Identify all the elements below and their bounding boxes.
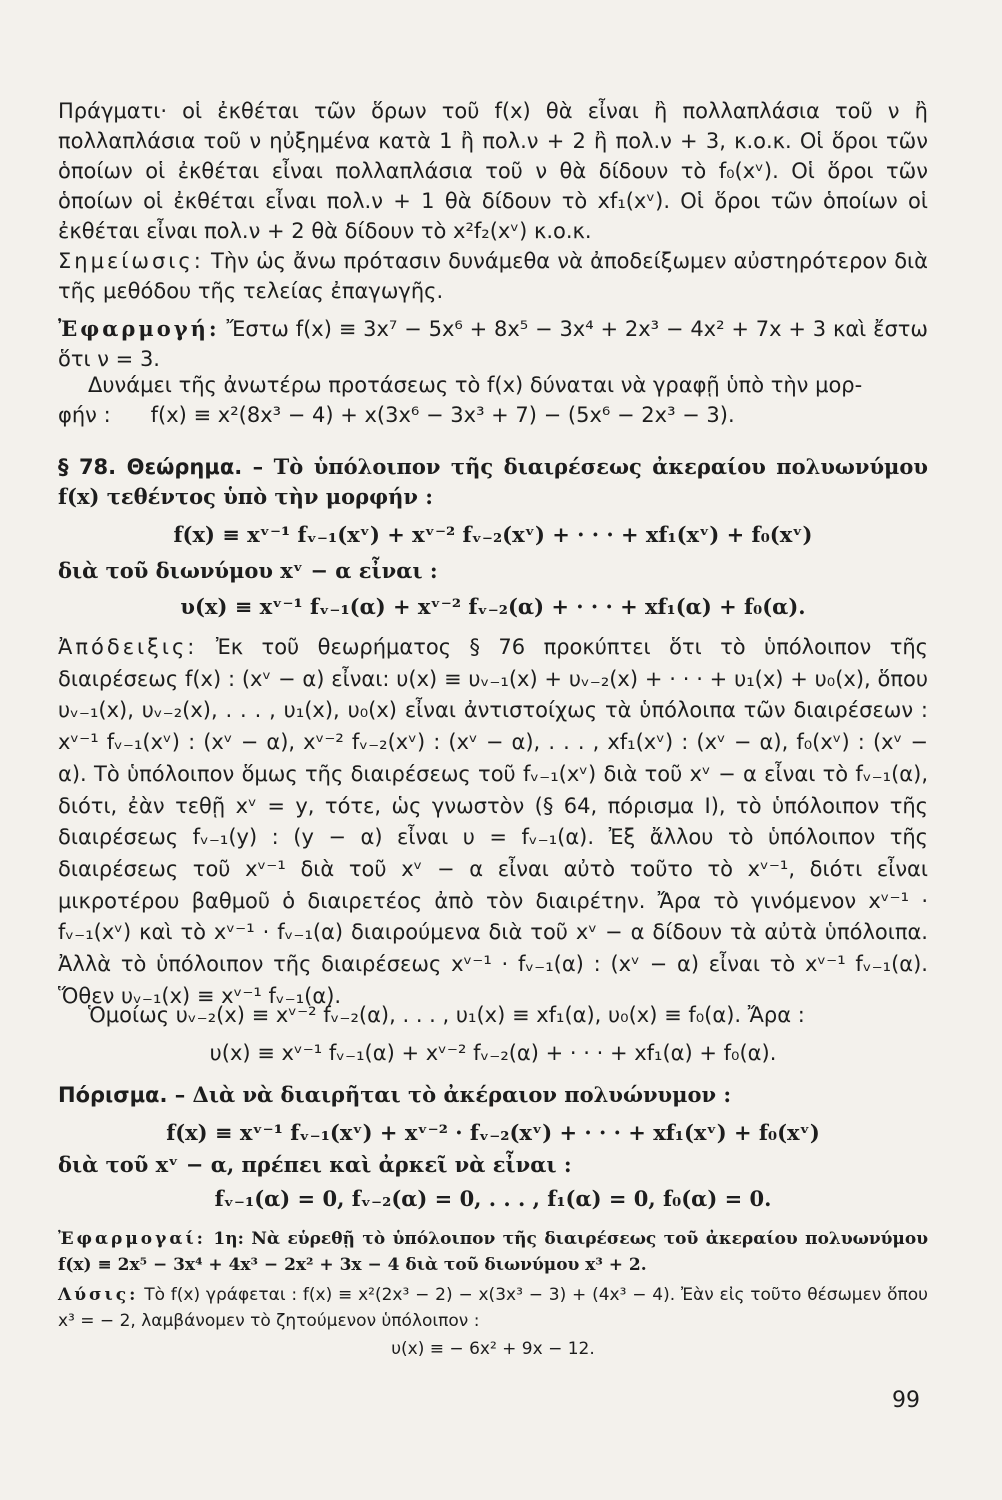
note-label: Σημείωσις: [58,249,204,273]
note-text: Τὴν ὡς ἄνω πρότασιν δυνάμεθα νὰ ἀποδείξωμεν αὐστηρότερον διὰ τῆς μεθόδου τῆς τελείας ἐπαγωγῆς. [58,249,928,303]
form-paragraph-line1: Δυνάμει τῆς ἀνωτέρω προτάσεως τὸ f(x) δύναται νὰ γραφῇ ὑπὸ τὴν μορ- [88,373,863,397]
solution-formula-6: υ(x) ≡ − 6x² + 9x − 12. [391,1339,595,1359]
form-label: φήν : [58,403,111,427]
form-paragraph-line2 [58,400,928,430]
applications-label: Ἐφαρμογαί: [58,1229,206,1249]
note-paragraph [58,246,928,306]
corollary-formula-5: fᵥ₋₁(α) = 0, fᵥ₋₂(α) = 0, . . . , f₁(α) = 0, f₀(α) = 0. [214,1186,772,1211]
theorem-text: – Τὸ ὑπόλοιπον τῆς διαιρέσεως ἀκεραίου πολυωνύμου f(x) τεθέντος ὑπὸ τὴν μορφήν : [58,454,928,509]
application-label: Ἐφαρμογή: [58,316,220,341]
corollary-formula-4: f(x) ≡ xᵛ⁻¹ fᵥ₋₁(xᵛ) + xᵛ⁻² · fᵥ₋₂(xᵛ) + · · · + xf₁(xᵛ) + f₀(xᵛ) [166,1120,820,1145]
solution-label: Λύσις: [58,1285,139,1305]
theorem-formula-2: υ(x) ≡ xᵛ⁻¹ fᵥ₋₁(α) + xᵛ⁻² fᵥ₋₂(α) + · · · + xf₁(α) + f₀(α). [180,594,806,619]
corollary-paragraph [58,1080,928,1110]
solution-paragraph [58,1282,928,1334]
proof-paragraph [58,632,928,1012]
corollary-heading: Πόρισμα. [58,1083,168,1107]
form-formula: f(x) ≡ x²(8x³ − 4) + x(3x⁶ − 3x³ + 7) − (5x⁶ − 2x³ − 3). [150,403,735,427]
applications-text: 1η: Νὰ εὑρεθῇ τὸ ὑπόλοιπον τῆς διαιρέσεως τοῦ ἀκεραίου πολυωνύμου f(x) ≡ 2x⁵ − 3x⁴ + 4x³ − 2x² + 3x − 4 διὰ τοῦ διωνύμου x³ + 2. [58,1229,928,1275]
page-number: 99 [892,1388,920,1413]
theorem-middle-text: διὰ τοῦ διωνύμου xᵛ − α εἶναι : [58,558,438,583]
corollary-text: – Διὰ νὰ διαιρῆται τὸ ἀκέραιον πολυώνυμον : [167,1082,732,1107]
corollary-middle-text: διὰ τοῦ xᵛ − α, πρέπει καὶ ἀρκεῖ νὰ εἶναι : [58,1152,572,1177]
similarly-line: Ὁμοίως υᵥ₋₂(x) ≡ xᵛ⁻² fᵥ₋₂(α), . . . , υ₁(x) ≡ xf₁(α), υ₀(x) ≡ f₀(α). Ἄρα : [88,1003,805,1027]
application-paragraph [58,314,928,374]
applications-paragraph [58,1226,928,1278]
intro-paragraph: Πράγματι· οἱ ἐκθέται τῶν ὅρων τοῦ f(x) θὰ εἶναι ἢ πολλαπλάσια τοῦ ν ἢ πολλαπλάσια τοῦ ν ηὐξημένα κατὰ 1 ἢ πολ.ν + 2 ἢ πολ.ν + 3, κ.ο.κ. Οἱ ὅροι τῶν ὁποίων οἱ ἐκθέται εἶναι πολλαπλάσια τοῦ ν θὰ δίδουν τὸ f₀(xᵛ). Οἱ ὅροι τῶν ὁποίων οἱ ἐκθέται εἶναι πολ.ν + 1 θὰ δίδουν τὸ xf₁(xᵛ). Οἱ ὅροι τῶν ὁποίων οἱ ἐκθέται εἶναι πολ.ν + 2 θὰ δίδουν τὸ x²f₂(xᵛ) κ.ο.κ. [58,99,928,243]
proof-formula-3: υ(x) ≡ xᵛ⁻¹ fᵥ₋₁(α) + xᵛ⁻² fᵥ₋₂(α) + · · · + xf₁(α) + f₀(α). [209,1041,777,1065]
solution-text: Τὸ f(x) γράφεται : f(x) ≡ x²(2x³ − 2) − x(3x³ − 3) + (4x³ − 4). Ἐὰν εἰς τοῦτο θέσωμεν ὅπου x³ = − 2, λαμβάνομεν τὸ ζητούμενον ὑπόλοιπον : [58,1285,928,1331]
application-text: Ἔστω f(x) ≡ 3x⁷ − 5x⁶ + 8x⁵ − 3x⁴ + 2x³ − 4x² + 7x + 3 καὶ ἔστω ὅτι ν = 3. [58,317,928,371]
theorem-paragraph [58,452,928,512]
proof-text: Ἐκ τοῦ θεωρήματος § 76 προκύπτει ὅτι τὸ ὑπόλοιπον τῆς διαιρέσεως f(x) : (xᵛ − α) εἶναι: υ(x) ≡ υᵥ₋₁(x) + υᵥ₋₂(x) + · · · + υ₁(x) + υ₀(x), ὅπου υᵥ₋₁(x), υᵥ₋₂(x), . . . , υ₁(x), υ₀(x) εἶναι ἀντιστοίχως τὰ ὑπόλοιπα τῶν διαιρέσεων : xᵛ⁻¹ fᵥ₋₁(xᵛ) : (xᵛ − α), xᵛ⁻² fᵥ₋₂(xᵛ) : (xᵛ − α), . . . , xf₁(xᵛ) : (xᵛ − α), f₀(xᵛ) : (xᵛ − α). Τὸ ὑπόλοιπον ὅμως τῆς διαιρέσεως τοῦ fᵥ₋₁(xᵛ) διὰ τοῦ xᵛ − α εἶναι τὸ fᵥ₋₁(α), διότι, ἐὰν τεθῇ xᵛ = y, τότε, ὡς γνωστὸν (§ 64, πόρισμα I), τὸ ὑπόλοιπον τῆς διαιρέσεως fᵥ₋₁(y) : (y − α) εἶναι υ = fᵥ₋₁(α). Ἐξ ἄλλου τὸ ὑπόλοιπον τῆς διαιρέσεως τοῦ xᵛ⁻¹ διὰ τοῦ xᵛ − α εἶναι αὐτὸ τοῦτο τὸ xᵛ⁻¹, διότι εἶναι μικροτέρου βαθμοῦ ὁ διαιρετέος ἀπὸ τὸν διαιρέτην. Ἄρα τὸ γινόμενον xᵛ⁻¹ · fᵥ₋₁(xᵛ) καὶ τὸ xᵛ⁻¹ · fᵥ₋₁(α) διαιρούμενα διὰ τοῦ xᵛ − α δίδουν τὰ αὐτὰ ὑπόλοιπα. Ἀλλὰ τὸ ὑπόλοιπον τῆς διαιρέσεως xᵛ⁻¹ · fᵥ₋₁(α) : (xᵛ − α) εἶναι τὸ xᵛ⁻¹ fᵥ₋₁(α). Ὅθεν υᵥ₋₁(x) ≡ xᵛ⁻¹ fᵥ₋₁(α). [58,635,928,1008]
theorem-formula-1: f(x) ≡ xᵛ⁻¹ fᵥ₋₁(xᵛ) + xᵛ⁻² fᵥ₋₂(xᵛ) + · · · + xf₁(xᵛ) + f₀(xᵛ) [173,522,813,547]
proof-label: Ἀπόδειξις: [58,635,198,659]
theorem-heading: § 78. Θεώρημα. [58,455,243,479]
